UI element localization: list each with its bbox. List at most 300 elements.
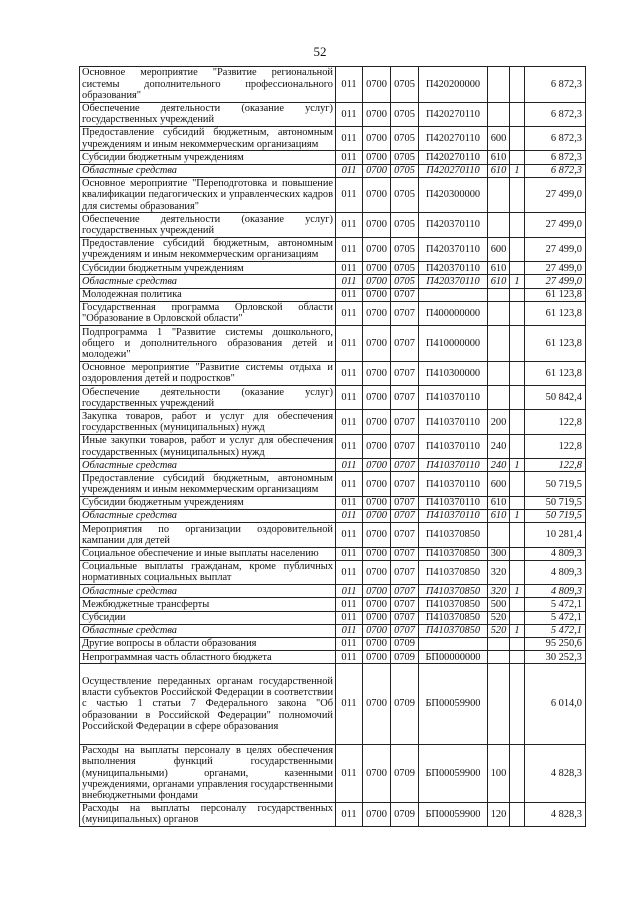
item-name-cell: Обеспечение деятельности (оказание услуг) государственных учреждений — [80, 386, 336, 410]
amount-cell: 4 828,3 — [525, 802, 586, 826]
item-name-cell: Субсидии бюджетным учреждениям — [80, 151, 336, 164]
funding-source-cell — [510, 802, 525, 826]
expense-type-cell: 500 — [488, 598, 510, 611]
amount-cell: 6 014,0 — [525, 664, 586, 744]
ministry-code-cell: 011 — [336, 288, 363, 301]
section-code-cell: 0700 — [363, 624, 391, 637]
table-row — [80, 361, 586, 385]
funding-source-cell — [510, 744, 525, 802]
funding-source-cell — [510, 664, 525, 744]
amount-cell: 4 809,3 — [525, 585, 586, 598]
target-article-cell: П420270110 — [419, 102, 488, 126]
item-name-cell: Основное мероприятие "Развитие системы отдыха и оздоровления детей и подростков" — [80, 361, 336, 385]
expense-type-cell: 600 — [488, 472, 510, 496]
item-name-cell: Предоставление субсидий бюджетным, автономным учреждениям и иным некоммерческим организациям — [80, 126, 336, 150]
target-article-cell: П420370110 — [419, 262, 488, 275]
subsection-code-cell: 0707 — [391, 585, 419, 598]
expense-type-cell — [488, 213, 510, 237]
section-code-cell: 0700 — [363, 585, 391, 598]
section-code-cell: 0700 — [363, 102, 391, 126]
section-code-cell: 0700 — [363, 262, 391, 275]
expense-type-cell — [488, 326, 510, 362]
section-code-cell: 0700 — [363, 637, 391, 650]
item-name-cell: Областные средства — [80, 275, 336, 288]
expense-type-cell: 320 — [488, 560, 510, 584]
table-row — [80, 434, 586, 458]
table-row — [80, 177, 586, 213]
funding-source-cell — [510, 523, 525, 547]
subsection-code-cell: 0709 — [391, 744, 419, 802]
table-row — [80, 237, 586, 261]
ministry-code-cell: 011 — [336, 213, 363, 237]
funding-source-cell — [510, 102, 525, 126]
item-name-cell: Основное мероприятие "Развитие региональной системы дополнительного профессионального образования" — [80, 67, 336, 103]
table-row — [80, 744, 586, 802]
target-article-cell: П410370110 — [419, 410, 488, 434]
subsection-code-cell: 0707 — [391, 560, 419, 584]
funding-source-cell — [510, 410, 525, 434]
funding-source-cell — [510, 547, 525, 560]
section-code-cell: 0700 — [363, 177, 391, 213]
subsection-code-cell: 0707 — [391, 288, 419, 301]
target-article-cell: П420300000 — [419, 177, 488, 213]
amount-cell: 5 472,1 — [525, 598, 586, 611]
subsection-code-cell: 0707 — [391, 523, 419, 547]
funding-source-cell — [510, 177, 525, 213]
item-name-cell: Другие вопросы в области образования — [80, 637, 336, 650]
ministry-code-cell: 011 — [336, 802, 363, 826]
amount-cell: 50 719,5 — [525, 496, 586, 509]
table-row — [80, 651, 586, 664]
section-code-cell: 0700 — [363, 126, 391, 150]
expense-type-cell — [488, 651, 510, 664]
table-row — [80, 326, 586, 362]
amount-cell: 10 281,4 — [525, 523, 586, 547]
table-row — [80, 164, 586, 177]
subsection-code-cell: 0705 — [391, 262, 419, 275]
amount-cell: 61 123,8 — [525, 301, 586, 325]
item-name-cell: Областные средства — [80, 459, 336, 472]
amount-cell: 27 499,0 — [525, 213, 586, 237]
table-row — [80, 624, 586, 637]
ministry-code-cell: 011 — [336, 459, 363, 472]
item-name-cell: Предоставление субсидий бюджетным, автономным учреждениям и иным некоммерческим организациям — [80, 472, 336, 496]
budget-table-body — [80, 67, 586, 827]
item-name-cell: Мероприятия по организации оздоровительной кампании для детей — [80, 523, 336, 547]
amount-cell: 50 719,5 — [525, 472, 586, 496]
section-code-cell: 0700 — [363, 744, 391, 802]
funding-source-cell — [510, 213, 525, 237]
expense-type-cell: 120 — [488, 802, 510, 826]
expense-type-cell — [488, 664, 510, 744]
target-article-cell: П410370110 — [419, 472, 488, 496]
section-code-cell: 0700 — [363, 664, 391, 744]
funding-source-cell — [510, 434, 525, 458]
item-name-cell: Молодежная политика — [80, 288, 336, 301]
subsection-code-cell: 0707 — [391, 496, 419, 509]
target-article-cell: П420370110 — [419, 213, 488, 237]
table-row — [80, 611, 586, 624]
item-name-cell: Межбюджетные трансферты — [80, 598, 336, 611]
funding-source-cell — [510, 386, 525, 410]
funding-source-cell — [510, 288, 525, 301]
table-row — [80, 547, 586, 560]
target-article-cell: П410000000 — [419, 326, 488, 362]
funding-source-cell: 1 — [510, 624, 525, 637]
section-code-cell: 0700 — [363, 275, 391, 288]
target-article-cell: П420270110 — [419, 126, 488, 150]
expense-type-cell: 300 — [488, 547, 510, 560]
funding-source-cell — [510, 637, 525, 650]
funding-source-cell — [510, 598, 525, 611]
expense-type-cell — [488, 67, 510, 103]
table-row — [80, 560, 586, 584]
funding-source-cell — [510, 67, 525, 103]
subsection-code-cell: 0705 — [391, 164, 419, 177]
funding-source-cell — [510, 611, 525, 624]
section-code-cell: 0700 — [363, 547, 391, 560]
section-code-cell: 0700 — [363, 237, 391, 261]
ministry-code-cell: 011 — [336, 611, 363, 624]
table-row — [80, 151, 586, 164]
funding-source-cell: 1 — [510, 164, 525, 177]
ministry-code-cell: 011 — [336, 237, 363, 261]
table-row — [80, 386, 586, 410]
target-article-cell: П420370110 — [419, 275, 488, 288]
item-name-cell: Иные закупки товаров, работ и услуг для обеспечения государственных (муниципальных) нужд — [80, 434, 336, 458]
table-row — [80, 472, 586, 496]
ministry-code-cell: 011 — [336, 126, 363, 150]
subsection-code-cell: 0707 — [391, 386, 419, 410]
target-article-cell: БП00000000 — [419, 651, 488, 664]
subsection-code-cell: 0705 — [391, 67, 419, 103]
funding-source-cell — [510, 262, 525, 275]
section-code-cell: 0700 — [363, 410, 391, 434]
ministry-code-cell: 011 — [336, 262, 363, 275]
ministry-code-cell: 011 — [336, 326, 363, 362]
target-article-cell: П410370850 — [419, 585, 488, 598]
ministry-code-cell: 011 — [336, 744, 363, 802]
section-code-cell: 0700 — [363, 386, 391, 410]
expense-type-cell — [488, 523, 510, 547]
section-code-cell: 0700 — [363, 611, 391, 624]
expense-type-cell — [488, 386, 510, 410]
amount-cell: 5 472,1 — [525, 611, 586, 624]
expense-type-cell: 600 — [488, 126, 510, 150]
target-article-cell: П410370110 — [419, 496, 488, 509]
subsection-code-cell: 0705 — [391, 177, 419, 213]
item-name-cell: Основное мероприятие "Переподготовка и повышение квалификации педагогических и управленческих кадров для системы образования" — [80, 177, 336, 213]
item-name-cell: Закупка товаров, работ и услуг для обеспечения государственных (муниципальных) нужд — [80, 410, 336, 434]
item-name-cell: Областные средства — [80, 164, 336, 177]
funding-source-cell — [510, 237, 525, 261]
expense-type-cell: 610 — [488, 164, 510, 177]
table-row — [80, 496, 586, 509]
subsection-code-cell: 0707 — [391, 459, 419, 472]
target-article-cell: П410300000 — [419, 361, 488, 385]
table-row — [80, 102, 586, 126]
section-code-cell: 0700 — [363, 361, 391, 385]
item-name-cell: Осуществление переданных органам государственной власти субъектов Российской Федерации в соответствии с частью 1 статьи 7 Федерального закона "Об образовании в Российской Федерации" полномочий Российской Федерации в сфере образования — [80, 664, 336, 744]
section-code-cell: 0700 — [363, 164, 391, 177]
target-article-cell: П400000000 — [419, 301, 488, 325]
item-name-cell: Социальное обеспечение и иные выплаты населению — [80, 547, 336, 560]
item-name-cell: Субсидии бюджетным учреждениям — [80, 262, 336, 275]
amount-cell: 30 252,3 — [525, 651, 586, 664]
expense-type-cell — [488, 637, 510, 650]
funding-source-cell: 1 — [510, 585, 525, 598]
item-name-cell: Субсидии — [80, 611, 336, 624]
section-code-cell: 0700 — [363, 151, 391, 164]
funding-source-cell — [510, 560, 525, 584]
ministry-code-cell: 011 — [336, 386, 363, 410]
section-code-cell: 0700 — [363, 67, 391, 103]
amount-cell: 6 872,3 — [525, 67, 586, 103]
funding-source-cell: 1 — [510, 459, 525, 472]
item-name-cell: Непрограммная часть областного бюджета — [80, 651, 336, 664]
target-article-cell — [419, 288, 488, 301]
subsection-code-cell: 0707 — [391, 326, 419, 362]
ministry-code-cell: 011 — [336, 496, 363, 509]
amount-cell: 6 872,3 — [525, 102, 586, 126]
item-name-cell: Расходы на выплаты персоналу в целях обеспечения выполнения функций государственными (муниципальными) органами, казенными учреждениями, органами управления государственными внебюджетными фондами — [80, 744, 336, 802]
amount-cell: 27 499,0 — [525, 177, 586, 213]
target-article-cell: П420270110 — [419, 151, 488, 164]
subsection-code-cell: 0707 — [391, 611, 419, 624]
section-code-cell: 0700 — [363, 213, 391, 237]
target-article-cell: П410370110 — [419, 386, 488, 410]
section-code-cell: 0700 — [363, 802, 391, 826]
item-name-cell: Предоставление субсидий бюджетным, автономным учреждениям и иным некоммерческим организациям — [80, 237, 336, 261]
expense-type-cell: 610 — [488, 262, 510, 275]
target-article-cell: П420270110 — [419, 164, 488, 177]
target-article-cell: П410370850 — [419, 560, 488, 584]
ministry-code-cell: 011 — [336, 434, 363, 458]
subsection-code-cell: 0707 — [391, 301, 419, 325]
target-article-cell — [419, 637, 488, 650]
target-article-cell: БП00059900 — [419, 802, 488, 826]
table-row — [80, 67, 586, 103]
amount-cell: 61 123,8 — [525, 288, 586, 301]
item-name-cell: Областные средства — [80, 510, 336, 523]
subsection-code-cell: 0707 — [391, 598, 419, 611]
item-name-cell: Расходы на выплаты персоналу государственных (муниципальных) органов — [80, 802, 336, 826]
subsection-code-cell: 0705 — [391, 213, 419, 237]
section-code-cell: 0700 — [363, 288, 391, 301]
table-row — [80, 301, 586, 325]
target-article-cell: П410370850 — [419, 547, 488, 560]
table-row — [80, 523, 586, 547]
item-name-cell: Государственная программа Орловской области "Образование в Орловской области" — [80, 301, 336, 325]
subsection-code-cell: 0705 — [391, 102, 419, 126]
item-name-cell: Подпрограмма 1 "Развитие системы дошкольного, общего и дополнительного образования детей и молодежи" — [80, 326, 336, 362]
table-row — [80, 262, 586, 275]
table-row — [80, 126, 586, 150]
page-number: 52 — [313, 44, 327, 59]
table-row — [80, 459, 586, 472]
ministry-code-cell: 011 — [336, 67, 363, 103]
expense-type-cell — [488, 288, 510, 301]
funding-source-cell — [510, 361, 525, 385]
ministry-code-cell: 011 — [336, 510, 363, 523]
target-article-cell: П410370110 — [419, 459, 488, 472]
amount-cell: 50 842,4 — [525, 386, 586, 410]
expense-type-cell: 610 — [488, 275, 510, 288]
expense-type-cell — [488, 361, 510, 385]
target-article-cell: БП00059900 — [419, 744, 488, 802]
ministry-code-cell: 011 — [336, 102, 363, 126]
expense-type-cell — [488, 177, 510, 213]
item-name-cell: Областные средства — [80, 585, 336, 598]
ministry-code-cell: 011 — [336, 361, 363, 385]
item-name-cell: Обеспечение деятельности (оказание услуг) государственных учреждений — [80, 213, 336, 237]
subsection-code-cell: 0707 — [391, 472, 419, 496]
subsection-code-cell: 0707 — [391, 361, 419, 385]
amount-cell: 5 472,1 — [525, 624, 586, 637]
amount-cell: 61 123,8 — [525, 326, 586, 362]
subsection-code-cell: 0709 — [391, 637, 419, 650]
expense-type-cell: 610 — [488, 151, 510, 164]
amount-cell: 122,8 — [525, 410, 586, 434]
ministry-code-cell: 011 — [336, 560, 363, 584]
amount-cell: 6 872,3 — [525, 126, 586, 150]
amount-cell: 27 499,0 — [525, 237, 586, 261]
target-article-cell: П420200000 — [419, 67, 488, 103]
section-code-cell: 0700 — [363, 472, 391, 496]
amount-cell: 6 872,3 — [525, 164, 586, 177]
table-row — [80, 637, 586, 650]
subsection-code-cell: 0709 — [391, 802, 419, 826]
target-article-cell: П410370850 — [419, 598, 488, 611]
expense-type-cell: 240 — [488, 434, 510, 458]
expense-type-cell: 320 — [488, 585, 510, 598]
expense-type-cell: 100 — [488, 744, 510, 802]
amount-cell: 4 809,3 — [525, 560, 586, 584]
subsection-code-cell: 0709 — [391, 664, 419, 744]
table-row — [80, 598, 586, 611]
amount-cell: 6 872,3 — [525, 151, 586, 164]
target-article-cell: П410370850 — [419, 611, 488, 624]
expense-type-cell: 200 — [488, 410, 510, 434]
subsection-code-cell: 0709 — [391, 651, 419, 664]
expense-type-cell: 240 — [488, 459, 510, 472]
funding-source-cell — [510, 301, 525, 325]
amount-cell: 122,8 — [525, 434, 586, 458]
table-row — [80, 410, 586, 434]
amount-cell: 4 828,3 — [525, 744, 586, 802]
subsection-code-cell: 0707 — [391, 410, 419, 434]
expense-type-cell: 610 — [488, 496, 510, 509]
expense-type-cell: 610 — [488, 510, 510, 523]
expense-type-cell — [488, 102, 510, 126]
amount-cell: 4 809,3 — [525, 547, 586, 560]
target-article-cell: П410370110 — [419, 434, 488, 458]
expense-type-cell: 520 — [488, 611, 510, 624]
funding-source-cell — [510, 651, 525, 664]
amount-cell: 61 123,8 — [525, 361, 586, 385]
target-article-cell: БП00059900 — [419, 664, 488, 744]
subsection-code-cell: 0705 — [391, 237, 419, 261]
subsection-code-cell: 0707 — [391, 434, 419, 458]
ministry-code-cell: 011 — [336, 523, 363, 547]
ministry-code-cell: 011 — [336, 637, 363, 650]
ministry-code-cell: 011 — [336, 624, 363, 637]
item-name-cell: Областные средства — [80, 624, 336, 637]
table-row — [80, 585, 586, 598]
target-article-cell: П410370850 — [419, 624, 488, 637]
ministry-code-cell: 011 — [336, 164, 363, 177]
table-row — [80, 510, 586, 523]
expense-type-cell — [488, 301, 510, 325]
subsection-code-cell: 0707 — [391, 624, 419, 637]
expense-type-cell: 520 — [488, 624, 510, 637]
table-row — [80, 664, 586, 744]
section-code-cell: 0700 — [363, 301, 391, 325]
amount-cell: 27 499,0 — [525, 275, 586, 288]
budget-table — [79, 66, 586, 827]
table-row — [80, 802, 586, 826]
ministry-code-cell: 011 — [336, 177, 363, 213]
subsection-code-cell: 0707 — [391, 510, 419, 523]
funding-source-cell — [510, 326, 525, 362]
ministry-code-cell: 011 — [336, 598, 363, 611]
subsection-code-cell: 0705 — [391, 151, 419, 164]
funding-source-cell — [510, 496, 525, 509]
table-row — [80, 288, 586, 301]
section-code-cell: 0700 — [363, 510, 391, 523]
section-code-cell: 0700 — [363, 560, 391, 584]
ministry-code-cell: 011 — [336, 275, 363, 288]
ministry-code-cell: 011 — [336, 547, 363, 560]
section-code-cell: 0700 — [363, 459, 391, 472]
table-row — [80, 275, 586, 288]
ministry-code-cell: 011 — [336, 472, 363, 496]
section-code-cell: 0700 — [363, 496, 391, 509]
amount-cell: 50 719,5 — [525, 510, 586, 523]
item-name-cell: Социальные выплаты гражданам, кроме публичных нормативных социальных выплат — [80, 560, 336, 584]
subsection-code-cell: 0707 — [391, 547, 419, 560]
funding-source-cell: 1 — [510, 275, 525, 288]
item-name-cell: Субсидии бюджетным учреждениям — [80, 496, 336, 509]
amount-cell: 95 250,6 — [525, 637, 586, 650]
amount-cell: 122,8 — [525, 459, 586, 472]
section-code-cell: 0700 — [363, 598, 391, 611]
subsection-code-cell: 0705 — [391, 275, 419, 288]
section-code-cell: 0700 — [363, 523, 391, 547]
funding-source-cell — [510, 126, 525, 150]
funding-source-cell — [510, 151, 525, 164]
ministry-code-cell: 011 — [336, 301, 363, 325]
ministry-code-cell: 011 — [336, 151, 363, 164]
section-code-cell: 0700 — [363, 434, 391, 458]
target-article-cell: П410370850 — [419, 523, 488, 547]
target-article-cell: П410370110 — [419, 510, 488, 523]
table-row — [80, 213, 586, 237]
section-code-cell: 0700 — [363, 651, 391, 664]
ministry-code-cell: 011 — [336, 664, 363, 744]
expense-type-cell: 600 — [488, 237, 510, 261]
funding-source-cell — [510, 472, 525, 496]
item-name-cell: Обеспечение деятельности (оказание услуг) государственных учреждений — [80, 102, 336, 126]
ministry-code-cell: 011 — [336, 651, 363, 664]
funding-source-cell: 1 — [510, 510, 525, 523]
amount-cell: 27 499,0 — [525, 262, 586, 275]
section-code-cell: 0700 — [363, 326, 391, 362]
subsection-code-cell: 0705 — [391, 126, 419, 150]
ministry-code-cell: 011 — [336, 585, 363, 598]
target-article-cell: П420370110 — [419, 237, 488, 261]
ministry-code-cell: 011 — [336, 410, 363, 434]
